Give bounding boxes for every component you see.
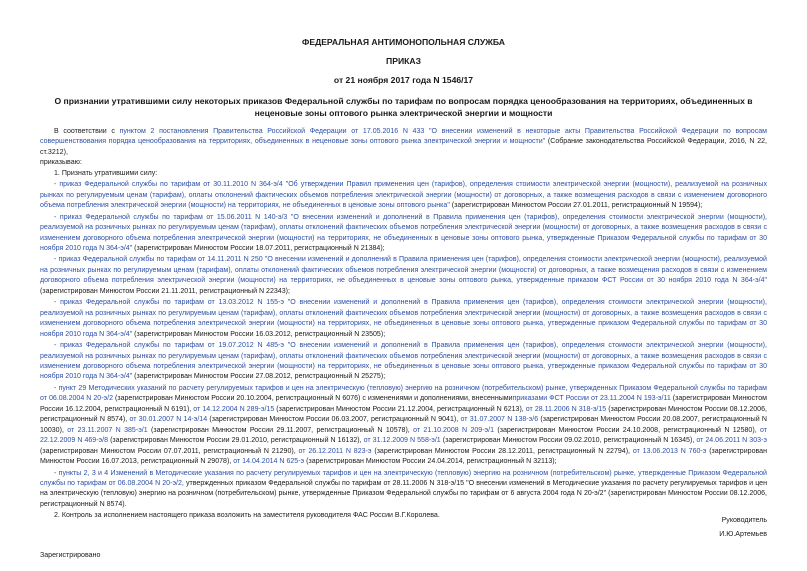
- item-tail: (зарегистрирован Минюстом России 27.01.2011, регистрационный N 19594);: [449, 202, 703, 210]
- item-link[interactable]: - приказ Федеральной службы по тарифам от 13.03.2012 N 155-э "О внесении изменений и дополнений в Правила применения цен (тарифов), определения стоимости электрической энергии (мощности), реализуемой на розничных рынках по регулируемым ценам (тарифам), оплаты отклонений фактических объемов потребления электрической энергии (мощности) от договорных, а также возмещения расходов в связи с изменением договорного объема потребления электрической энергии (мощности) на территориях, не объединенных в ценовые зоны оптового рынка, утвержденные приказом Федеральной службы по тарифам от 30 ноября 2010 года N 364-э/4": [40, 299, 767, 338]
- item-link[interactable]: - пункт 29 Методических указаний по расчету регулируемых тарифов и цен на электрическую (тепловую) энергию на розничном (потребительском) рынке, утвержденных Приказом Федеральной службы по тарифам от 06.08.2004 N 20-э/2: [40, 384, 767, 403]
- registered-label: Зарегистрировано: [40, 552, 101, 559]
- item-text: (зарегистрирован Минюстом России 07.07.2011, регистрационный N 21290),: [40, 447, 299, 455]
- item-text: (зарегистрирован Минюстом России 24.10.2008, регистрационный N 12580),: [494, 426, 760, 434]
- item-text: утвержденных приказом Федеральной службы по тарифам от 28.11.2006 N 318-э/15 "О внесении изменений в Методические указания по расчету регулируемых тарифов и цен на электрическую (тепловую) энергию на розничном (потребительском) рынке, утвержденные Приказом Федеральной службы по тарифам от 6 августа 2004 года N 20-э/2" (зарегистрирован Минюстом России 08.12.2006, регистрационный N 8574).: [40, 479, 767, 508]
- item-link[interactable]: от 14.12.2004 N 289-э/15: [193, 405, 275, 413]
- item-text: (зарегистрирован Минюстом России 06.03.2007, регистрационный N 9041),: [207, 416, 461, 424]
- item-text: (зарегистрирован Минюстом России 20.10.2004, регистрационный N 6076) с изменениями и дополнениями, внесенными: [113, 395, 513, 403]
- doc-body: [40, 127, 767, 522]
- item-text: (зарегистрирован Минюстом России 08.12.2006, регистрационный N 8574),: [40, 405, 767, 424]
- item-link[interactable]: от 31.12.2009 N 558-э/1: [363, 437, 441, 445]
- order-word: приказываю:: [40, 159, 82, 167]
- item-text: (зарегистрирован Минюстом России 29.11.2007, регистрационный N 10578),: [147, 426, 414, 434]
- item-text: (зарегистрирован Минюстом России 29.01.2010, регистрационный N 16132),: [108, 437, 364, 445]
- item-link[interactable]: - приказ Федеральной службы по тарифам от 30.11.2010 N 364-э/4 "Об утверждении Правил применения цен (тарифов), определения стоимости электрической энергии (мощности), реализуемой на розничных рынках по регулируемым ценам (тарифам), оплаты отклонений фактических объемов потребления электрической энергии (мощности) от договорных, а также возмещения расходов в связи с изменением договорного объема потребления электрической энергии (мощности) на территориях, не объединенных в ценовые зоны оптового рынка": [40, 181, 767, 210]
- item-link[interactable]: от 30.01.2007 N 14-э/14: [129, 416, 208, 424]
- list-item: [40, 298, 767, 340]
- item-text: (зарегистрирован Минюстом России 09.02.2010, регистрационный N 16345),: [440, 437, 697, 445]
- list-item: [40, 255, 767, 297]
- item-link[interactable]: от 31.07.2007 N 138-э/6: [460, 416, 539, 424]
- item-link[interactable]: приказами ФСТ России от 23.11.2004 N 193-э/11: [512, 395, 671, 403]
- signature-name: И.Ю.Артемьев: [719, 531, 767, 538]
- item-text: (зарегистрирован Минюстом России 28.12.2011, регистрационный N 22794),: [371, 447, 633, 455]
- agency-name: ФЕДЕРАЛЬНАЯ АНТИМОНОПОЛЬНАЯ СЛУЖБА: [302, 37, 505, 47]
- preamble-link[interactable]: пунктом 2 постановления Правительства Российской Федерации от 17.05.2016 N 433 "О внесении изменений в некоторые акты Правительства Российской Федерации по вопросам совершенствования порядка ценообразования на территориях, объединенных в неценовые зоны оптового рынка электрической энергии и мощности": [40, 128, 767, 146]
- preamble-text: В соответствии с: [54, 128, 120, 135]
- item-link[interactable]: от 14.04.2014 N 625-э: [233, 458, 305, 466]
- item-text: (зарегистрирован Минюстом России 24.04.2014, регистрационный N 32113);: [304, 458, 557, 466]
- item-tail: (зарегистрирован Минюстом России 27.08.2012, регистрационный N 25275);: [132, 373, 386, 381]
- item-tail: (зарегистрирован Минюстом России 18.07.2011, регистрационный N 21384);: [132, 244, 385, 252]
- item-link[interactable]: - приказ Федеральной службы по тарифам от 14.11.2011 N 250 "О внесении изменений и дополнений в Правила применения цен (тарифов), определения стоимости электрической энергии (мощности), реализуемой на розничных рынках по регулируемым ценам (тарифам), оплаты отклонений фактических объемов потребления электрической энергии (мощности) от договорных, а также возмещения расходов в связи с изменением договорного объема потребления электрической энергии (мощности) на территориях, не объединенных в ценовые зоны оптового рынка, утвержденные приказом ФСТ России от 30 ноября 2010 года N 364-э/4": [40, 256, 767, 285]
- signature-position: Руководитель: [721, 517, 767, 524]
- item-link[interactable]: от 23.11.2007 N 385-э/1: [67, 426, 148, 434]
- list-item: [40, 341, 767, 383]
- item-link[interactable]: от 28.11.2006 N 318-э/15: [525, 405, 607, 413]
- item-link[interactable]: - приказ Федеральной службы по тарифам от 15.06.2011 N 140-э/3 "О внесении изменений и дополнений в Правила применения цен (тарифов), определения стоимости электрической энергии (мощности), реализуемой на розничных рынках по регулируемым ценам (тарифам), оплаты отклонений фактических объемов потребления электрической энергии (мощности) от договорных, а также возмещения расходов в связи с изменением договорного объема потребления электрической энергии (мощности) на территориях, не объединенных в ценовые зоны оптового рынка, утвержденные Приказом Федеральной службы по тарифам от 30 ноября 2010 года N 364-э/4": [40, 213, 767, 252]
- preamble-tail: (Собрание законодательства Российской Федерации, 2016, N 22, ст.3212),: [40, 138, 768, 156]
- doc-title: О признании утратившими силу некоторых приказов Федеральной службы по тарифам по вопросам порядка ценообразования на территориях, объединенных в неценовые зоны оптового рынка электрической энергии и мощности: [54, 96, 753, 118]
- item-link[interactable]: от 24.06.2011 N 303-э: [696, 437, 767, 445]
- item-1-heading: 1. Признать утратившими силу:: [54, 169, 158, 177]
- item-link[interactable]: от 22.12.2009 N 469-э/8: [40, 426, 767, 445]
- doc-type: ПРИКАЗ: [386, 56, 421, 66]
- list-item: [40, 180, 767, 211]
- item-link[interactable]: от 21.10.2008 N 209-э/1: [413, 426, 495, 434]
- item-text: (зарегистрирован Минюстом России 21.12.2004, регистрационный N 6213),: [274, 405, 526, 413]
- list-item-29: [40, 384, 767, 468]
- item-2: 2. Контроль за исполнением настоящего приказа возложить на заместителя руководителя ФАС России В.Г.Королева.: [54, 512, 440, 520]
- item-link[interactable]: от 26.12.2011 N 823-э: [298, 447, 372, 455]
- preamble: [40, 127, 767, 158]
- item-link[interactable]: - пункты 2, 3 и 4 Изменений в Методические указания по расчету регулируемых тарифов и цен на электрическую (тепловую) энергию на розничном (потребительском) рынке, утвержденные Приказом Федеральной службы по тарифам от 06.08.2004 N 20-э/2,: [40, 469, 767, 487]
- list-item: [40, 213, 767, 255]
- item-tail: (зарегистрирован Минюстом России 16.03.2012, регистрационный N 23505);: [132, 330, 386, 338]
- item-link[interactable]: от 13.06.2013 N 760-э: [632, 447, 707, 455]
- item-text: (зарегистрирован Минюстом России 16.07.2013, регистрационный N 29078),: [40, 447, 767, 466]
- item-tail: (зарегистрирован Минюстом России 21.11.2011, регистрационный N 22343);: [40, 287, 290, 295]
- list-item-234: [40, 469, 767, 511]
- item-text: (зарегистрирован Минюстом России 20.08.2007, регистрационный N 10030),: [40, 416, 767, 434]
- item-text: (зарегистрирован Минюстом России 16.12.2004, регистрационный N 6191),: [40, 395, 767, 413]
- item-link[interactable]: - приказ Федеральной службы по тарифам от 19.07.2012 N 485-э "О внесении изменений и дополнений в Правила применения цен (тарифов), определения стоимости электрической энергии (мощности), реализуемой на розничных рынках по регулируемым ценам (тарифам), оплаты отклонений фактических объемов потребления электрической энергии (мощности) от договорных, а также возмещения расходов в связи с изменением договорного объема потребления электрической энергии (мощности) на территориях, не объединенных в ценовые зоны оптового рынка, утвержденные приказом Федеральной службы по тарифам от 30 ноября 2010 года N 364-э/4": [40, 342, 767, 381]
- doc-date-number: от 21 ноября 2017 года N 1546/17: [333, 75, 474, 85]
